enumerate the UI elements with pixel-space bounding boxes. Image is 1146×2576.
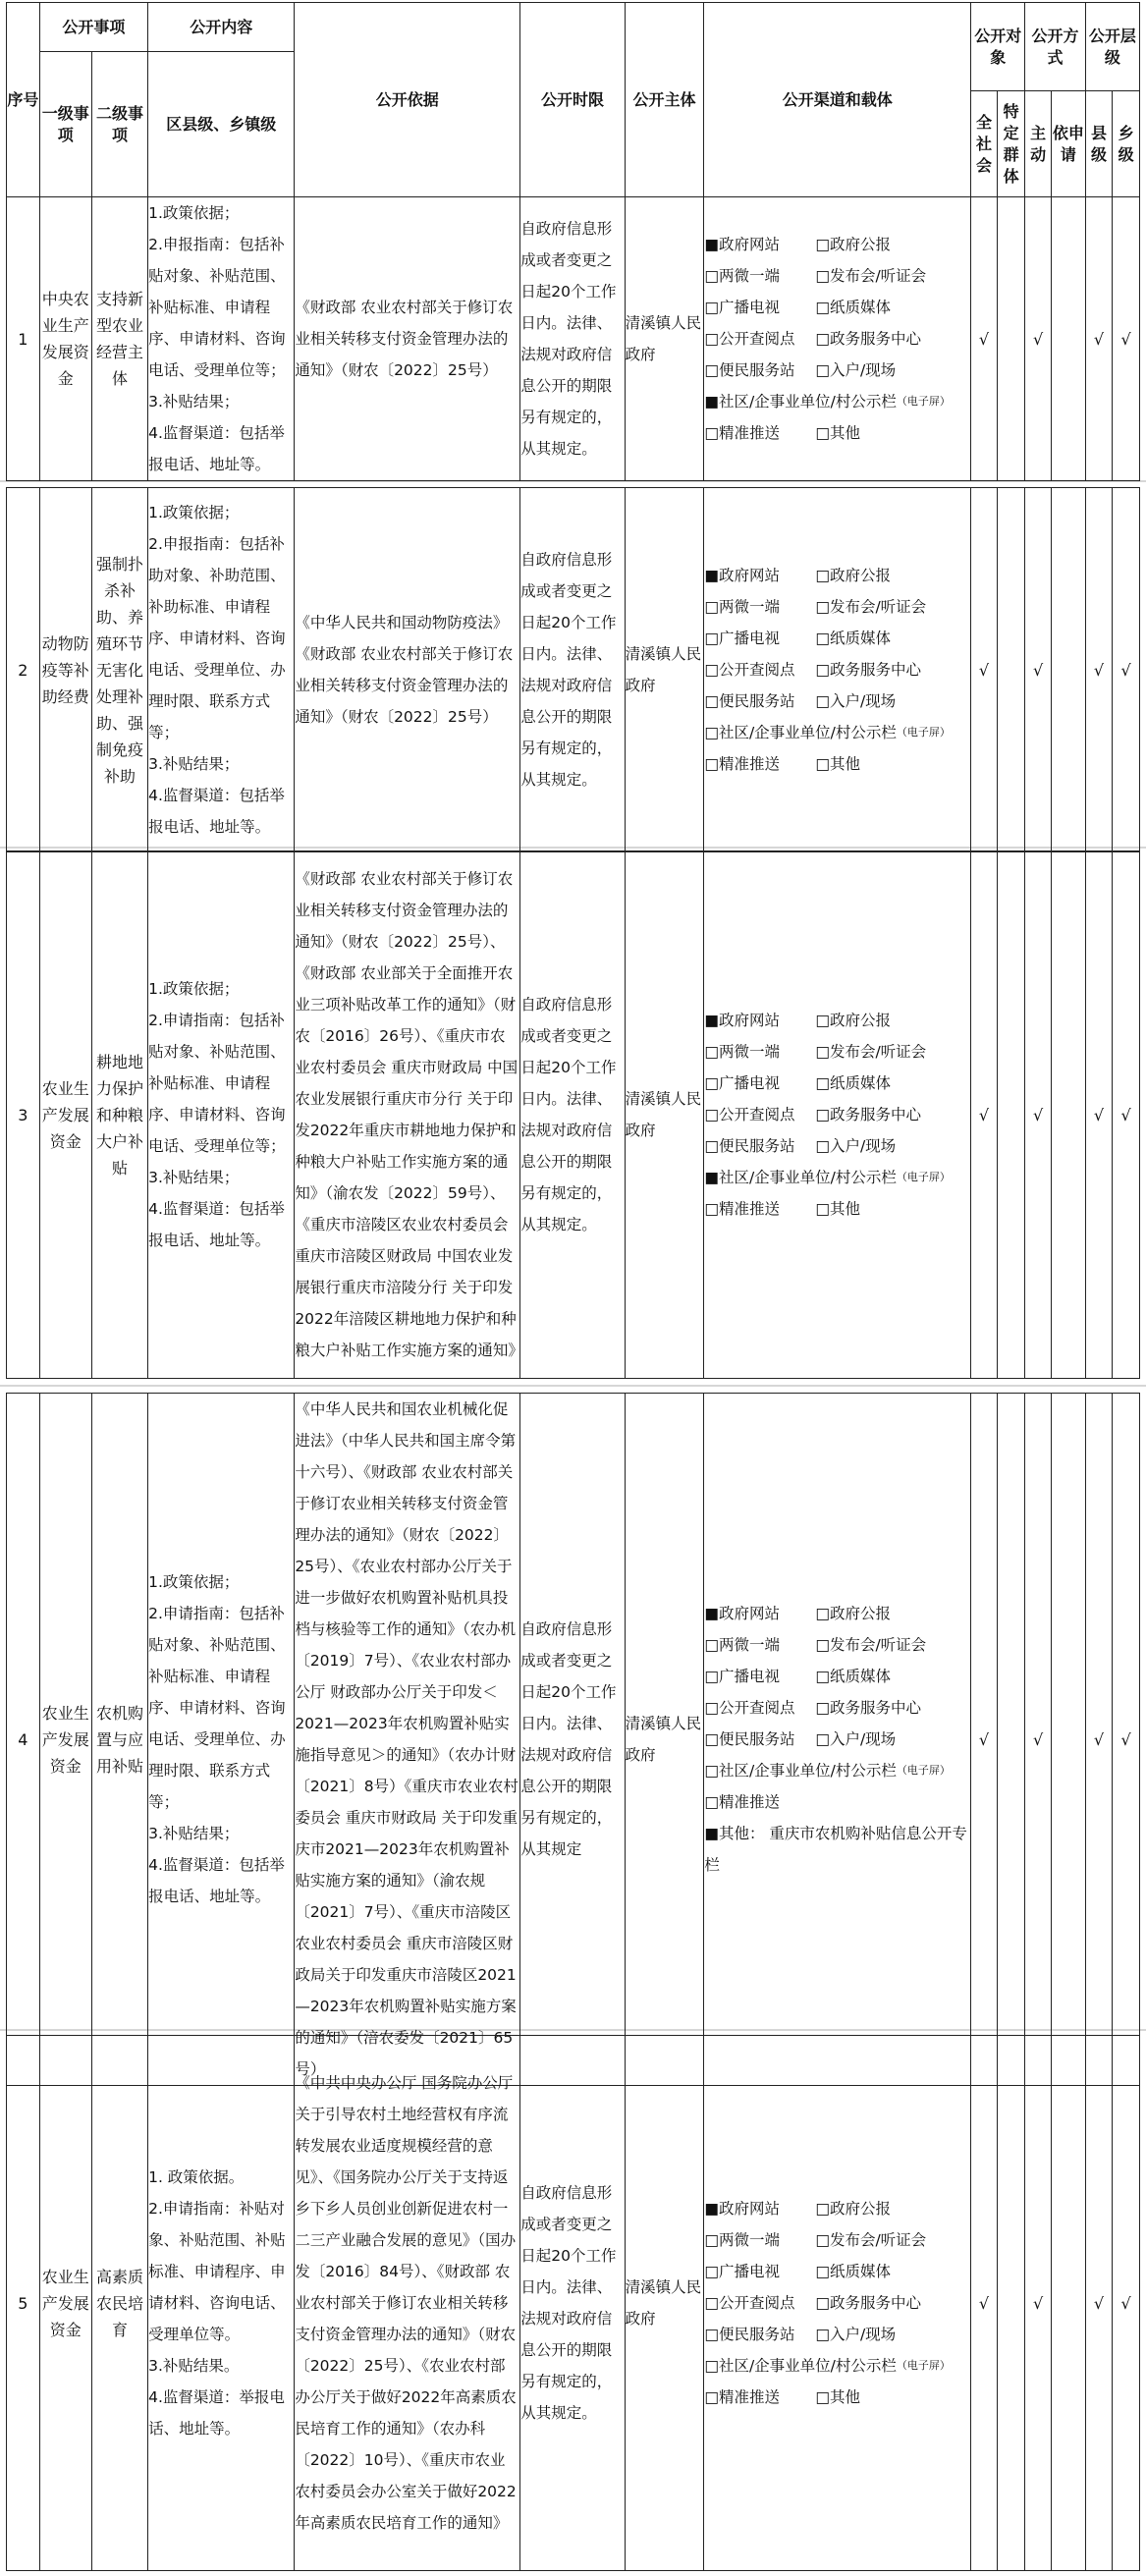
header-level-town: 乡级 [1113, 91, 1140, 197]
channel-option: □其他 [815, 1200, 860, 1218]
row-subject: 清溪镇人民政府 [625, 2036, 704, 2571]
row-time-limit: 自政府信息形成或者变更之日起20个工作日内。法律、法规对政府信息公开的期限另有规定的，从其规定。 [520, 851, 625, 1379]
row-subject: 清溪镇人民政府 [625, 1394, 704, 2086]
channel-option: □政务服务中心 [815, 2294, 921, 2312]
header-target: 公开对象 [971, 3, 1025, 91]
check-mark: √ [1085, 488, 1113, 852]
row-level1: 农业生产发展资金 [39, 1394, 91, 2086]
channel-option: □两微一端 [704, 1043, 780, 1061]
channel-option: □两微一端 [704, 1636, 780, 1654]
channel-option [815, 1786, 970, 1818]
content-line: 3.补贴结果； [148, 755, 240, 773]
check-mark: √ [1113, 1394, 1140, 2086]
row-seq: 3 [7, 851, 40, 1379]
channel-line [704, 654, 970, 685]
channel-option: □其他 [815, 755, 860, 773]
content-line: 4.监督渠道：举报电话、地址等。 [148, 2388, 285, 2438]
channel-option: □纸质媒体 [815, 630, 891, 647]
channel-option: □政务服务中心 [815, 661, 921, 679]
channel-option: □发布会/听证会 [815, 267, 927, 285]
channel-option: □社区/企事业单位/村公示栏 [704, 2357, 897, 2375]
channel-option: ■政府网站 [704, 1012, 780, 1029]
channel-line [704, 1598, 970, 1629]
header-method-active: 主动 [1025, 91, 1052, 197]
check-mark: √ [1085, 2036, 1113, 2571]
header-level-county: 县级 [1085, 91, 1113, 197]
channel-line [704, 1099, 970, 1130]
channel-option: □社区/企事业单位/村公示栏 [704, 1762, 897, 1780]
check-mark: √ [1085, 851, 1113, 1379]
row-channels [704, 2036, 971, 2571]
content-line: 3.补贴结果； [148, 1169, 240, 1186]
channel-line [704, 1755, 970, 1786]
channel-line [704, 1193, 970, 1225]
channel-option: □便民服务站 [704, 361, 795, 379]
row-time-limit: 自政府信息形成或者变更之日起20个工作日内。法律、法规对政府信息公开的期限另有规定的，从其规定。 [520, 197, 625, 481]
check-mark: √ [1025, 488, 1052, 852]
channel-option: □入户/现场 [815, 692, 897, 710]
channel-line [704, 386, 970, 417]
header-target-specific: 特定群体 [997, 91, 1025, 197]
channel-option: □两微一端 [704, 598, 780, 616]
channel-line [704, 292, 970, 323]
row-channels [704, 488, 971, 852]
row-channels [704, 197, 971, 481]
check-mark: √ [1113, 2036, 1140, 2571]
row-level2: 高素质农民培育 [91, 2036, 147, 2571]
channel-line [704, 2224, 970, 2256]
check-mark [997, 488, 1025, 852]
channel-line [704, 2382, 970, 2413]
header-method: 公开方式 [1025, 3, 1085, 91]
channel-line [704, 1818, 970, 1881]
channel-option: □精准推送 [704, 424, 780, 442]
content-line: 3.补贴结果； [148, 393, 240, 411]
header-content: 公开内容 [148, 3, 295, 52]
channel-option: ■政府网站 [704, 236, 780, 253]
channel-line [704, 1629, 970, 1661]
channel-line [704, 1036, 970, 1068]
channel-option: □政务服务中心 [815, 1106, 921, 1124]
content-line: 4.监督渠道：包括举报电话、地址等。 [148, 424, 285, 473]
channel-option: □纸质媒体 [815, 1668, 891, 1685]
content-line: 2.申报指南：包括补助对象、补助范围、补助标准、申请程序、申请材料、咨询电话、受理单位、办理时限、联系方式等； [148, 535, 286, 741]
channel-option: □政府公报 [815, 567, 891, 584]
row-level1: 中央农业生产发展资金 [39, 197, 91, 481]
channel-line [704, 1162, 970, 1193]
row-subject: 清溪镇人民政府 [625, 851, 704, 1379]
channel-option: □政务服务中心 [815, 330, 921, 348]
channel-line [704, 1661, 970, 1692]
check-mark [997, 2036, 1025, 2571]
header-method-apply: 依申请 [1051, 91, 1085, 197]
channel-option: □广播电视 [704, 1668, 780, 1685]
channel-option: □发布会/听证会 [815, 1636, 927, 1654]
row-seq: 2 [7, 488, 40, 852]
row-basis: 《财政部 农业农村部关于修订农业相关转移支付资金管理办法的通知》（财农〔2022〕25号）、《财政部 农业部关于全面推开农业三项补贴改革工作的通知》（财农〔2016〕26号）、《重庆市农业农村委员会 重庆市财政局 中国农业发展银行重庆市分行 关于印发2022年重庆市耕地地力保护和种粮大户补贴工作实施方案的通知》（渝农发〔2022〕59号）、《重庆市涪陵区农业农村委员会 重庆市涪陵区财政局 中国农业发展银行重庆市涪陵分行 关于印发2022年涪陵区耕地地力保护和种粮大户补贴工作实施方案的通知》 [295, 851, 520, 1379]
check-mark [1051, 1394, 1085, 2086]
row-basis: 《财政部 农业农村部关于修订农业相关转移支付资金管理办法的通知》（财农〔2022〕25号） [295, 197, 520, 481]
channel-line [704, 1724, 970, 1755]
channel-option: □两微一端 [704, 2231, 780, 2249]
header-subject: 公开主体 [625, 3, 704, 197]
channel-line [704, 1005, 970, 1036]
channel-option: □发布会/听证会 [815, 598, 927, 616]
check-mark [997, 851, 1025, 1379]
channel-option: □社区/企事业单位/村公示栏 [704, 724, 897, 741]
channel-option: □公开查阅点 [704, 1699, 795, 1717]
header-level2: 二级事项 [91, 52, 147, 197]
check-mark [997, 1394, 1025, 2086]
row-level2: 支持新型农业经营主体 [91, 197, 147, 481]
row-seq: 5 [7, 2036, 40, 2571]
content-line: 4.监督渠道：包括举报电话、地址等。 [148, 1856, 285, 1905]
check-mark [1051, 2036, 1085, 2571]
channel-option: （电子屏） [896, 395, 951, 408]
header-level1: 一级事项 [39, 52, 91, 197]
header-table [6, 2, 1140, 197]
channel-option: □精准推送 [704, 1200, 780, 1218]
row-content [148, 197, 295, 481]
check-mark: √ [971, 1394, 998, 2086]
channel-option: （电子屏） [896, 1171, 951, 1183]
check-mark [1051, 488, 1085, 852]
channel-option: ■社区/企事业单位/村公示栏 [704, 1169, 897, 1186]
header-seq: 序号 [7, 3, 40, 197]
check-mark: √ [971, 851, 998, 1379]
channel-line [704, 1786, 970, 1818]
channel-option: □广播电视 [704, 299, 780, 316]
header-item: 公开事项 [39, 3, 147, 52]
channel-option: □便民服务站 [704, 692, 795, 710]
header-basis: 公开依据 [295, 3, 520, 197]
channel-option: □其他 [815, 2388, 860, 2406]
row-content [148, 1394, 295, 2086]
channel-option: （电子屏） [896, 2359, 951, 2372]
channel-line [704, 1130, 970, 1162]
row-subject: 清溪镇人民政府 [625, 488, 704, 852]
channel-line [704, 229, 970, 260]
channel-option: □其他 [815, 424, 860, 442]
channel-option: □发布会/听证会 [815, 1043, 927, 1061]
channel-option: （电子屏） [896, 726, 951, 739]
channel-option: □政府公报 [815, 236, 891, 253]
channel-option: □便民服务站 [704, 1137, 795, 1155]
channel-option: □政府公报 [815, 1012, 891, 1029]
row-channels [704, 851, 971, 1379]
channel-option: ■社区/企事业单位/村公示栏 [704, 393, 897, 411]
row-time-limit: 自政府信息形成或者变更之日起20个工作日内。法律、法规对政府信息公开的期限另有规定的，从其规定。 [520, 488, 625, 852]
table-row [6, 850, 1140, 1379]
channel-option: □精准推送 [704, 1793, 780, 1811]
content-line: 3.补贴结果。 [148, 2357, 240, 2375]
channel-option: □公开查阅点 [704, 2294, 795, 2312]
row-basis: 《中华人民共和国农业机械化促进法》（中华人民共和国主席令第十六号）、《财政部 农业农村部关于修订农业相关转移支付资金管理办法的通知》（财农〔2022〕25号）、《农业农村部办公厅关于进一步做好农机购置补贴机具投档与核验等工作的通知》（农办机〔2019〕7号）、《农业农村部办公厅 财政部办公厅关于印发＜2021—2023年农机购置补贴实施指导意见＞的通知》（农办计财〔2021〕8号）《重庆市农业农村委员会 重庆市财政局 关于印发重庆市2021—2023年农机购置补贴实施方案的通知》（渝农规〔2021〕7号）、《重庆市涪陵区农业农村委员会 重庆市涪陵区财政局关于印发重庆市涪陵区2021—2023年农机购置补贴实施方案的通知》（涪农委发〔2021〕65号） [295, 1394, 520, 2086]
channel-line [704, 2319, 970, 2350]
table-row [6, 196, 1140, 481]
check-mark: √ [971, 488, 998, 852]
row-content [148, 488, 295, 852]
table-row [6, 1393, 1140, 2086]
row-level1: 农业生产发展资金 [39, 2036, 91, 2571]
channel-line [704, 2256, 970, 2287]
row-seq: 4 [7, 1394, 40, 2086]
check-mark: √ [1025, 2036, 1052, 2571]
check-mark: √ [1025, 197, 1052, 481]
check-mark: √ [1113, 488, 1140, 852]
channel-line [704, 2193, 970, 2224]
check-mark: √ [1085, 1394, 1113, 2086]
channel-option: （电子屏） [896, 1764, 951, 1777]
content-line: 2.申请指南：补贴对象、补贴范围、补贴标准、申请程序、申请材料、咨询电话、受理单位等。 [148, 2200, 286, 2343]
channel-line [704, 2287, 970, 2319]
row-basis: 《中华人民共和国动物防疫法》《财政部 农业农村部关于修订农业相关转移支付资金管理办法的通知》（财农〔2022〕25号） [295, 488, 520, 852]
channel-option: □政府公报 [815, 2200, 891, 2218]
channel-option: □发布会/听证会 [815, 2231, 927, 2249]
content-line: 4.监督渠道：包括举报电话、地址等。 [148, 787, 285, 836]
check-mark [997, 197, 1025, 481]
row-content [148, 2036, 295, 2571]
row-channels [704, 1394, 971, 2086]
content-line: 1.政策依据； [148, 504, 240, 521]
channel-option: □政务服务中心 [815, 1699, 921, 1717]
content-line: 1. 政策依据。 [148, 2168, 245, 2186]
content-line: 2.申报指南：包括补贴对象、补贴范围、补贴标准、申请程序、申请材料、咨询电话、受理单位等； [148, 236, 286, 379]
channel-option: □广播电视 [704, 1074, 780, 1092]
table-row [6, 2035, 1140, 2571]
check-mark [1051, 851, 1085, 1379]
check-mark: √ [1113, 197, 1140, 481]
channel-option: □精准推送 [704, 2388, 780, 2406]
row-subject: 清溪镇人民政府 [625, 197, 704, 481]
content-line: 2.申请指南：包括补贴对象、补贴范围、补贴标准、申请程序、申请材料、咨询电话、受理单位、办理时限、联系方式等； [148, 1605, 286, 1811]
header-target-all: 全社会 [971, 91, 998, 197]
content-line: 3.补贴结果； [148, 1825, 240, 1842]
channel-option: □公开查阅点 [704, 330, 795, 348]
row-content [148, 851, 295, 1379]
channel-line [704, 591, 970, 623]
channel-line [704, 717, 970, 748]
check-mark [1051, 197, 1085, 481]
channel-line [704, 355, 970, 386]
channel-option: □入户/现场 [815, 2326, 897, 2343]
content-line: 1.政策依据； [148, 204, 240, 222]
channel-option: □纸质媒体 [815, 2263, 891, 2280]
table-row [6, 487, 1140, 852]
channel-option: □政府公报 [815, 1605, 891, 1622]
channel-line [704, 560, 970, 591]
channel-option: ■政府网站 [704, 567, 780, 584]
check-mark: √ [971, 2036, 998, 2571]
channel-option: □广播电视 [704, 630, 780, 647]
row-seq: 1 [7, 197, 40, 481]
channel-line [704, 1068, 970, 1099]
channel-line [704, 2350, 970, 2382]
row-level1: 农业生产发展资金 [39, 851, 91, 1379]
channel-option: □入户/现场 [815, 1730, 897, 1748]
content-line: 4.监督渠道：包括举报电话、地址等。 [148, 1200, 285, 1249]
header-time-limit: 公开时限 [520, 3, 625, 197]
channel-option: □便民服务站 [704, 1730, 795, 1748]
content-line: 1.政策依据； [148, 1573, 240, 1591]
row-level2: 农机购置与应用补贴 [91, 1394, 147, 2086]
channel-option: □精准推送 [704, 755, 780, 773]
channel-option: □广播电视 [704, 2263, 780, 2280]
check-mark: √ [971, 197, 998, 481]
check-mark: √ [1085, 197, 1113, 481]
channel-option: □入户/现场 [815, 1137, 897, 1155]
channel-line [704, 260, 970, 292]
channel-line [704, 1692, 970, 1724]
channel-option: ■其他： 重庆市农机购补贴信息公开专栏 [704, 1825, 967, 1874]
row-level2: 强制扑杀补助、养殖环节无害化处理补助、强制免疫补助 [91, 488, 147, 852]
check-mark: √ [1113, 851, 1140, 1379]
row-separator [0, 1385, 1146, 1387]
channel-option: □纸质媒体 [815, 1074, 891, 1092]
content-line: 2.申请指南：包括补贴对象、补贴范围、补贴标准、申请程序、申请材料、咨询电话、受理单位等； [148, 1012, 286, 1155]
channel-line [704, 323, 970, 355]
header-channel: 公开渠道和载体 [704, 3, 971, 197]
channel-option: □公开查阅点 [704, 661, 795, 679]
header-content-sub: 区县级、乡镇级 [148, 52, 295, 197]
channel-option: □公开查阅点 [704, 1106, 795, 1124]
channel-line [704, 685, 970, 717]
row-level1: 动物防疫等补助经费 [39, 488, 91, 852]
channel-option: □入户/现场 [815, 361, 897, 379]
channel-line [704, 748, 970, 780]
channel-line [704, 623, 970, 654]
check-mark: √ [1025, 1394, 1052, 2086]
header-level: 公开层级 [1085, 3, 1139, 91]
row-level2: 耕地地力保护和种粮大户补贴 [91, 851, 147, 1379]
channel-line [704, 417, 970, 449]
channel-option: ■政府网站 [704, 1605, 780, 1622]
row-time-limit: 自政府信息形成或者变更之日起20个工作日内。法律、法规对政府信息公开的期限另有规定的，从其规定 [520, 1394, 625, 2086]
check-mark: √ [1025, 851, 1052, 1379]
channel-option: □便民服务站 [704, 2326, 795, 2343]
row-time-limit: 自政府信息形成或者变更之日起20个工作日内。法律、法规对政府信息公开的期限另有规定的，从其规定。 [520, 2036, 625, 2571]
channel-option: □纸质媒体 [815, 299, 891, 316]
content-line: 1.政策依据； [148, 980, 240, 998]
channel-option: ■政府网站 [704, 2200, 780, 2218]
row-basis: 《中共中央办公厅 国务院办公厅关于引导农村土地经营权有序流转发展农业适度规模经营的意见》、《国务院办公厅关于支持返乡下乡人员创业创新促进农村一二三产业融合发展的意见》（国办发〔2016〕84号）、《财政部 农业农村部关于修订农业相关转移支付资金管理办法的通知》（财农〔2022〕25号）、《农业农村部办公厅关于做好2022年高素质农民培育工作的通知》（农办科〔2022〕10号）、《重庆市农业农村委员会办公室关于做好2022年高素质农民培育工作的通知》 [295, 2036, 520, 2571]
channel-option: □两微一端 [704, 267, 780, 285]
